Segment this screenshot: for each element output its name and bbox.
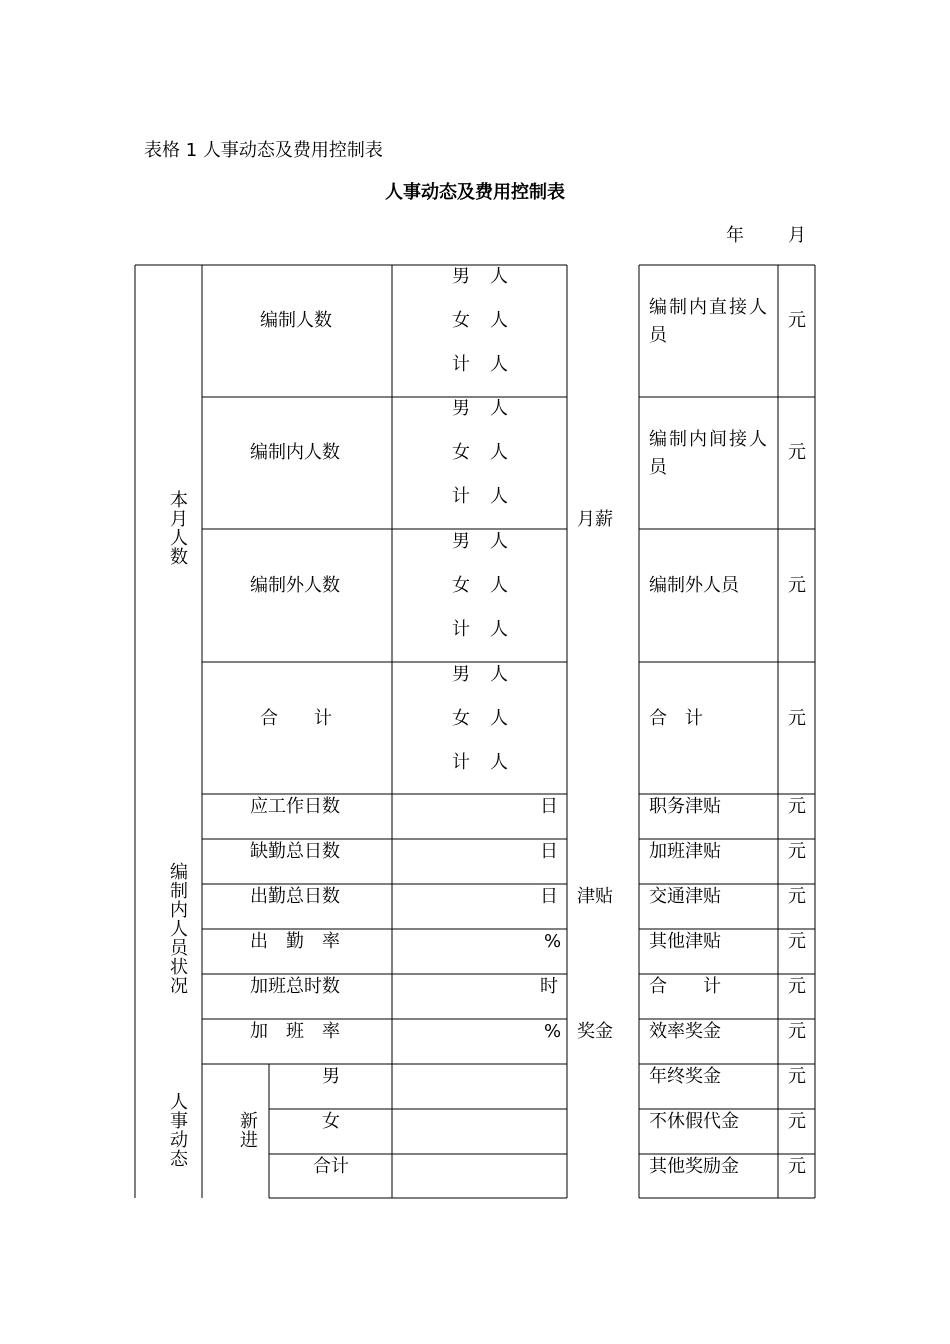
unit-label: 人 bbox=[490, 486, 508, 507]
female-label: 女 bbox=[452, 442, 470, 463]
headcount-total-label: 合 计 bbox=[260, 708, 332, 729]
cost-label: 编制外人员 bbox=[649, 575, 739, 596]
unit-label: 人 bbox=[490, 752, 508, 773]
new-hires-label: 新进 bbox=[240, 1111, 258, 1151]
cost-label: 编制内间接人员 bbox=[649, 429, 769, 478]
status-unit: 日 bbox=[540, 841, 558, 862]
status-label: 加班总时数 bbox=[250, 976, 340, 997]
table-caption: 表格 1 人事动态及费用控制表 bbox=[144, 140, 383, 161]
cost-label: 职务津贴 bbox=[649, 796, 721, 817]
cost-label: 交通津贴 bbox=[649, 886, 721, 907]
total-label: 计 bbox=[452, 752, 470, 773]
female-label: 女 bbox=[452, 575, 470, 596]
status-label: 缺勤总日数 bbox=[250, 841, 340, 862]
new-hires-row-label: 男 bbox=[322, 1066, 340, 1087]
cost-label: 合 计 bbox=[649, 708, 703, 729]
cost-label: 不休假代金 bbox=[649, 1111, 739, 1132]
section-internal-status: 编制内人员状况 bbox=[170, 862, 188, 997]
cost-unit: 元 bbox=[788, 575, 806, 596]
unit-label: 人 bbox=[490, 708, 508, 729]
status-unit: 时 bbox=[540, 976, 558, 997]
status-unit: % bbox=[544, 931, 562, 952]
female-label: 女 bbox=[452, 708, 470, 729]
unit-label: 人 bbox=[490, 354, 508, 375]
unit-label: 人 bbox=[490, 531, 508, 552]
unit-label: 人 bbox=[490, 442, 508, 463]
headcount-label: 编制内人数 bbox=[250, 442, 340, 463]
group-allowance: 津贴 bbox=[577, 886, 613, 907]
cost-label: 年终奖金 bbox=[649, 1066, 721, 1087]
section-current-headcount: 本月人数 bbox=[170, 490, 188, 568]
male-label: 男 bbox=[452, 531, 470, 552]
unit-label: 人 bbox=[490, 575, 508, 596]
male-label: 男 bbox=[452, 266, 470, 287]
male-label: 男 bbox=[452, 398, 470, 419]
group-bonus: 奖金 bbox=[577, 1021, 613, 1042]
unit-label: 人 bbox=[490, 619, 508, 640]
total-label: 计 bbox=[452, 486, 470, 507]
unit-label: 人 bbox=[490, 266, 508, 287]
status-label: 应工作日数 bbox=[250, 796, 340, 817]
headcount-label: 编制人数 bbox=[260, 310, 332, 331]
total-label: 计 bbox=[452, 354, 470, 375]
cost-unit: 元 bbox=[788, 1066, 806, 1087]
cost-label: 其他奖励金 bbox=[649, 1156, 739, 1177]
headcount-label: 编制外人数 bbox=[250, 575, 340, 596]
status-unit: % bbox=[544, 1021, 562, 1042]
cost-unit: 元 bbox=[788, 442, 806, 463]
cost-unit: 元 bbox=[788, 708, 806, 729]
cost-unit: 元 bbox=[788, 1156, 806, 1177]
cost-unit: 元 bbox=[788, 796, 806, 817]
cost-unit: 元 bbox=[788, 841, 806, 862]
cost-unit: 元 bbox=[788, 1021, 806, 1042]
cost-unit: 元 bbox=[788, 310, 806, 331]
female-label: 女 bbox=[452, 310, 470, 331]
cost-unit: 元 bbox=[788, 1111, 806, 1132]
status-label: 出 勤 率 bbox=[250, 931, 340, 952]
cost-label: 编制内直接人员 bbox=[649, 297, 769, 346]
unit-label: 人 bbox=[490, 398, 508, 419]
year-label: 年 bbox=[726, 225, 744, 246]
group-salary: 月薪 bbox=[577, 509, 613, 530]
unit-label: 人 bbox=[490, 310, 508, 331]
new-hires-row-label: 合计 bbox=[313, 1156, 349, 1177]
cost-label: 合 计 bbox=[649, 976, 721, 997]
status-unit: 日 bbox=[540, 796, 558, 817]
month-label: 月 bbox=[788, 225, 806, 246]
cost-label: 效率奖金 bbox=[649, 1021, 721, 1042]
total-label: 计 bbox=[452, 619, 470, 640]
status-label: 出勤总日数 bbox=[250, 886, 340, 907]
status-label: 加 班 率 bbox=[250, 1021, 340, 1042]
new-hires-row-label: 女 bbox=[322, 1111, 340, 1132]
cost-label: 其他津贴 bbox=[649, 931, 721, 952]
date-line bbox=[726, 221, 806, 247]
cost-label: 加班津贴 bbox=[649, 841, 721, 862]
unit-label: 人 bbox=[490, 664, 508, 685]
cost-unit: 元 bbox=[788, 976, 806, 997]
cost-unit: 元 bbox=[788, 931, 806, 952]
page-title: 人事动态及费用控制表 bbox=[385, 182, 565, 203]
male-label: 男 bbox=[452, 664, 470, 685]
status-unit: 日 bbox=[540, 886, 558, 907]
cost-unit: 元 bbox=[788, 886, 806, 907]
section-personnel-changes: 人事动态 bbox=[170, 1092, 188, 1170]
